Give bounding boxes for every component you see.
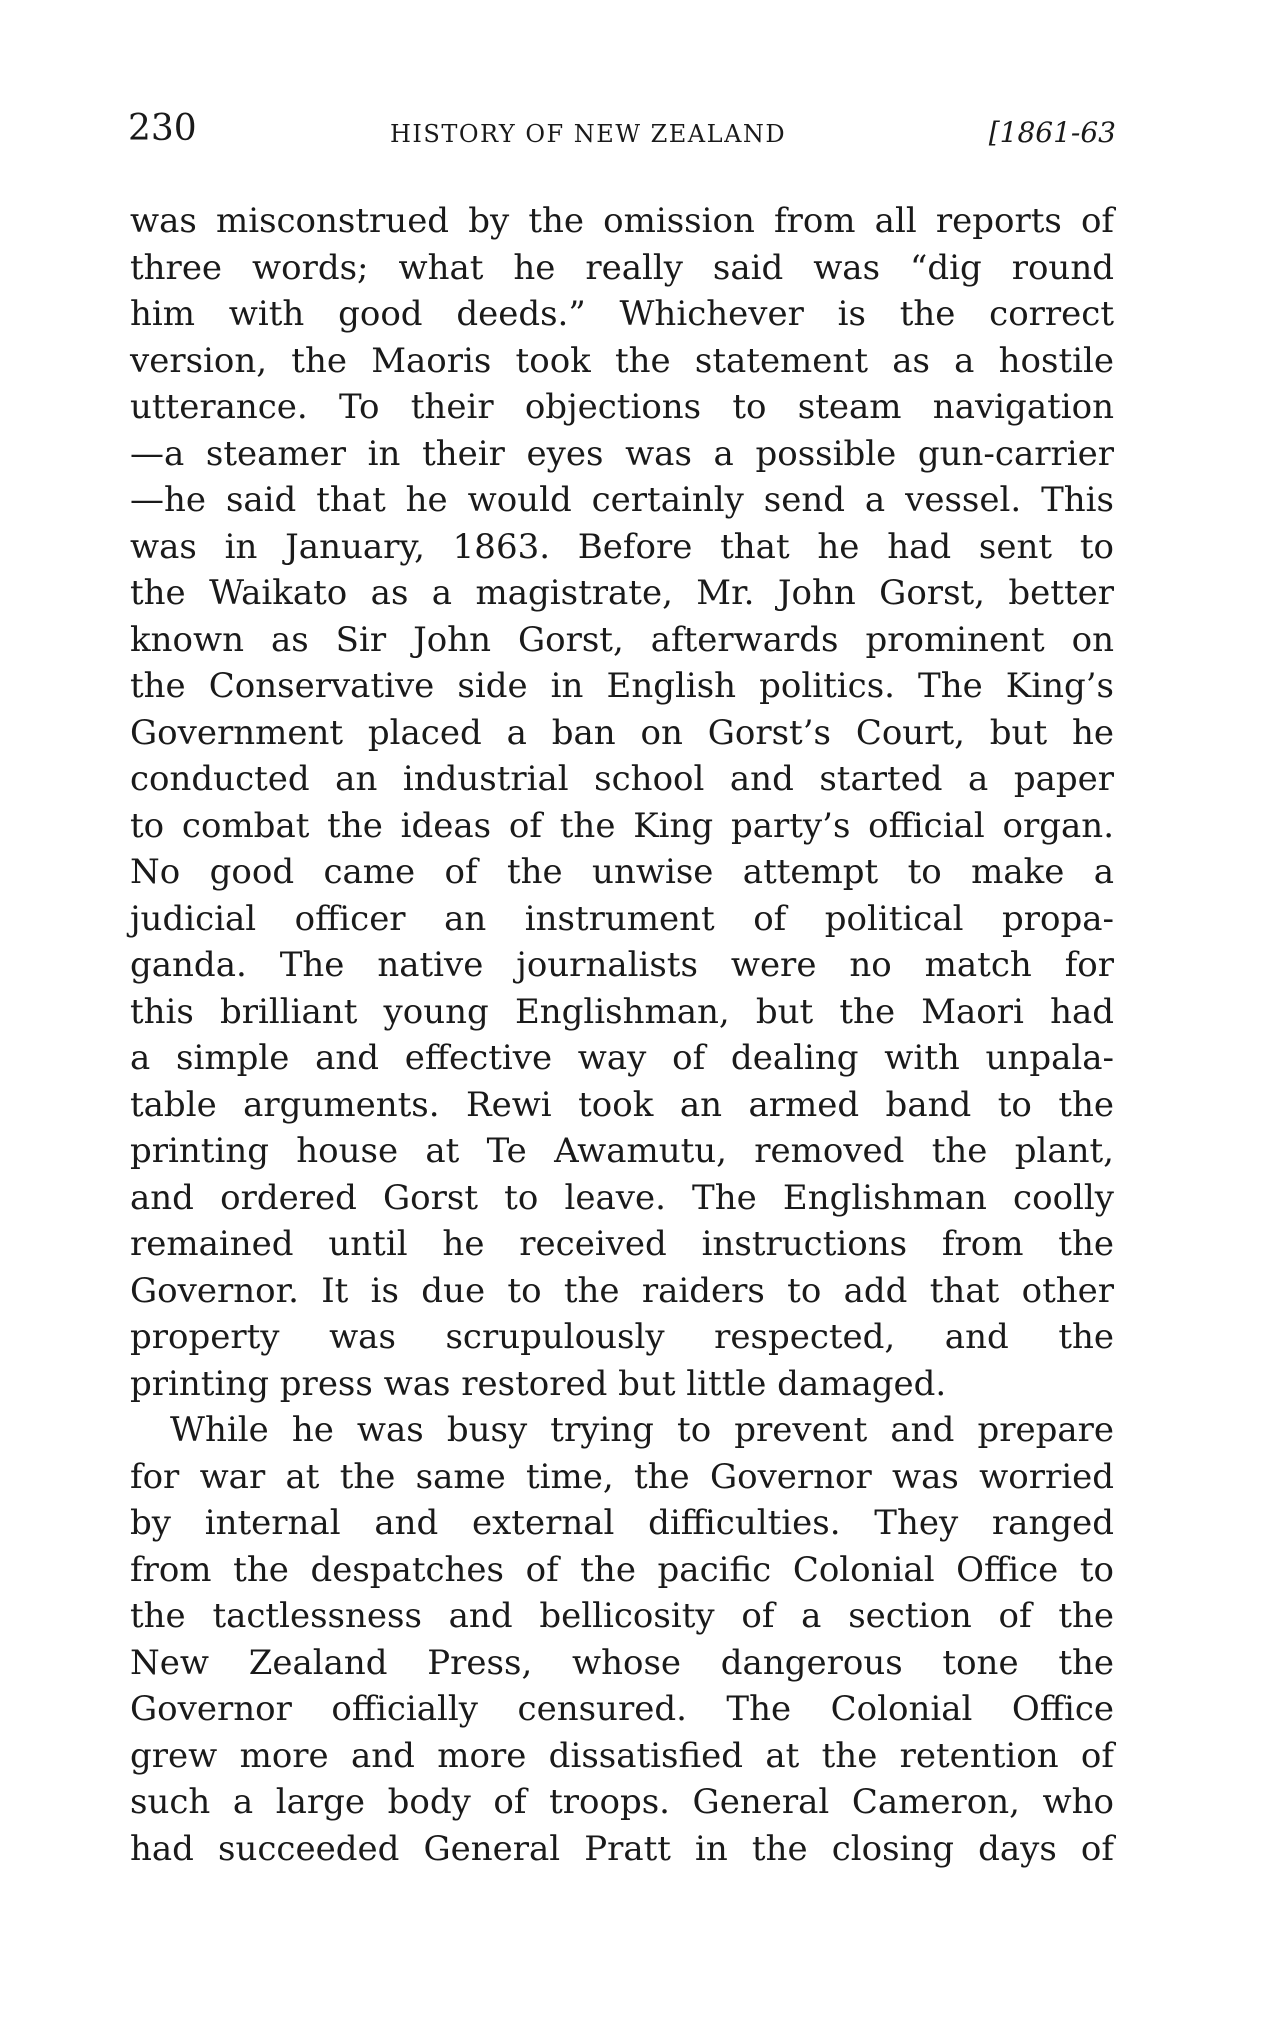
text-line: utterance. To their objections to steam navigation [130,387,1114,427]
text-line: the Waikato as a magistrate, Mr. John Gorst, better [130,573,1114,613]
text-line: for war at the same time, the Governor was worried [130,1456,1114,1497]
text-line: a simple and effective way of dealing with unpala- [130,1038,1114,1078]
text-line: remained until he received instructions from the [130,1224,1114,1264]
text-line: New Zealand Press, whose dangerous tone the [130,1642,1114,1683]
text-line: and ordered Gorst to leave. The Englishman coolly [130,1177,1114,1218]
text-line: property was scrupulously respected, and the [130,1317,1114,1357]
text-line: known as Sir John Gorst, afterwards prominent on [130,619,1114,660]
text-line: was in January, 1863. Before that he had sent to [130,526,1114,567]
text-line: While he was busy trying to prevent and prepare [170,1410,1114,1450]
text-line: the tactlessness and bellicosity of a section of the [130,1596,1114,1636]
text-line: was misconstrued by the omission from all reports of [130,201,1114,241]
text-line: to combat the ideas of the King party’s official organ. [130,805,1114,846]
text-line: version, the Maoris took the statement as a hostile [130,340,1114,381]
text-line: Governor officially censured. The Colonial Office [130,1689,1114,1729]
text-line: from the despatches of the pacific Colonial Office to [130,1549,1114,1590]
text-line: conducted an industrial school and started a paper [130,759,1114,799]
text-line: No good came of the unwise attempt to make a [130,852,1114,892]
text-line: —a steamer in their eyes was a possible gun-carrier [130,433,1114,474]
page-number: 230 [128,108,197,149]
text-line: him with good deeds.” Whichever is the correct [130,294,1114,334]
page-header [128,108,1116,156]
text-line: the Conservative side in English politics. The King’s [130,666,1114,706]
text-line: printing house at Te Awamutu, removed the plant, [130,1131,1114,1171]
text-line: this brilliant young Englishman, but the Maori had [130,991,1114,1032]
body-text [130,198,1114,1872]
text-line: Government placed a ban on Gorst’s Court, but he [130,712,1114,753]
text-line: ganda. The native journalists were no match for [130,945,1114,985]
text-line: had succeeded General Pratt in the closing days of [130,1828,1114,1869]
text-line: such a large body of troops. General Cameron, who [130,1782,1114,1822]
text-line: —he said that he would certainly send a vessel. This [130,480,1114,520]
text-line: grew more and more dissatisfied at the retention of [130,1735,1114,1776]
text-line: printing press was restored but little damaged. [130,1363,947,1404]
text-line: three words; what he really said was “dig round [130,247,1114,288]
running-head: HISTORY OF NEW ZEALAND [390,120,787,148]
text-line: table arguments. Rewi took an armed band to the [130,1084,1114,1125]
text-line: judicial officer an instrument of political propa- [130,898,1114,939]
date-range: [1861-63 [988,116,1116,149]
text-line: Governor. It is due to the raiders to add that other [130,1270,1114,1311]
text-line: by internal and external difficulties. They ranged [130,1503,1114,1543]
